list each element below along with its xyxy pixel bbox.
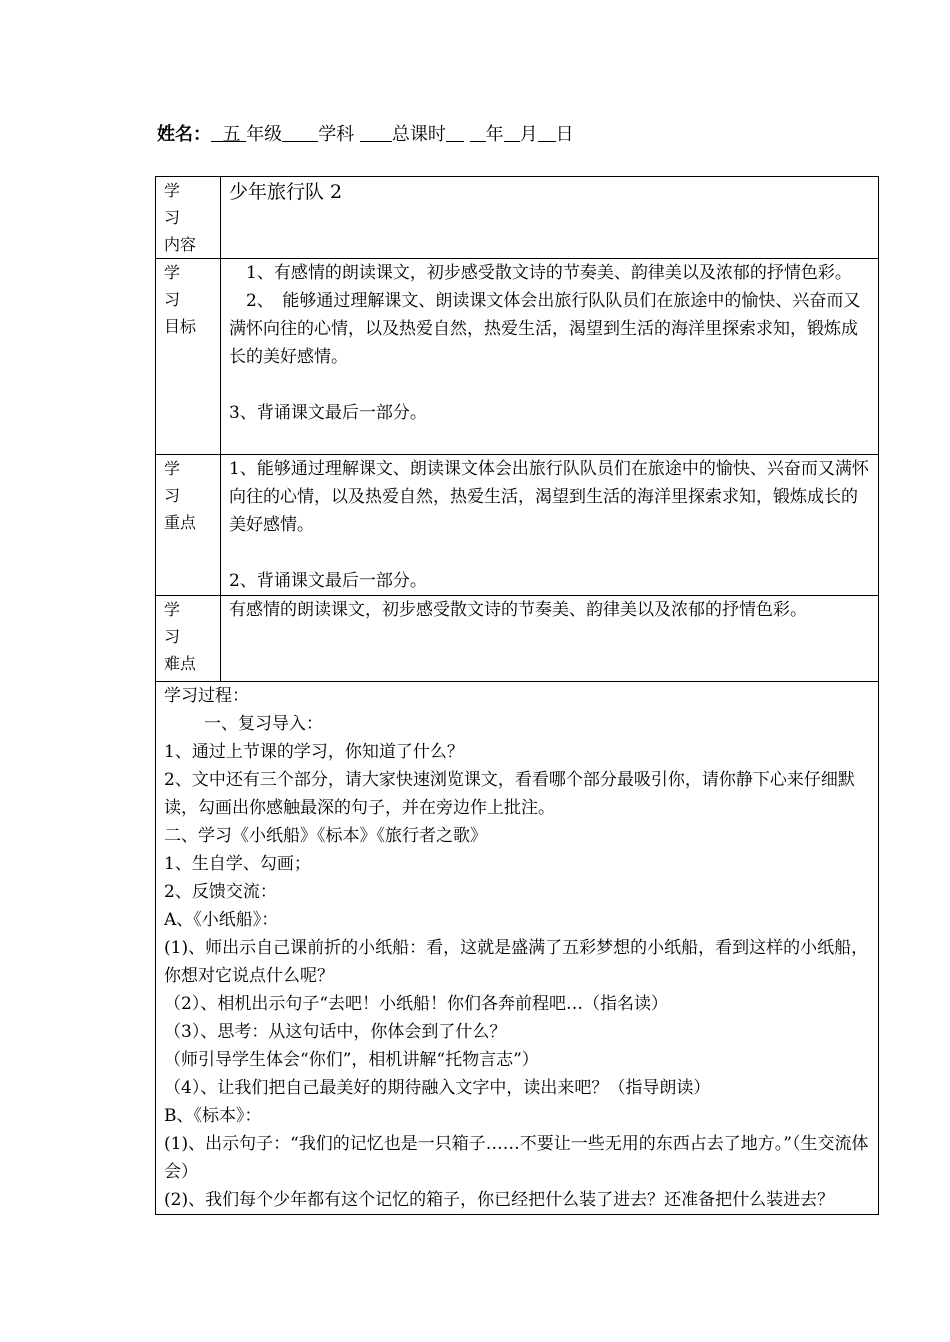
grade-label: 年级 bbox=[246, 124, 283, 145]
hours-label: 总课时 bbox=[391, 124, 446, 145]
goal-item-3: 3、背诵课文最后一部分。 bbox=[229, 403, 427, 423]
process-line: （3）、思考：从这句话中，你体会到了什么？ bbox=[164, 1022, 507, 1042]
process-line: 2、文中还有三个部分，请大家快速浏览课文，看看哪个部分最吸引你，请你静下心来仔细默读，勾画出你感触最深的句子，并在旁边作上批注。 bbox=[164, 770, 855, 818]
process-line: （2）、相机出示句子“去吧！小纸船！你们各奔前程吧…（指名读） bbox=[164, 994, 669, 1014]
label-focus: 学 习 重点 bbox=[156, 455, 221, 596]
row-difficulty bbox=[156, 596, 879, 682]
process-line: (1)、出示句子：“我们的记忆也是一只箱子……不要让一些无用的东西占去了地方。”（生交流体会） bbox=[164, 1134, 869, 1182]
process-line: A、《小纸船》： bbox=[164, 910, 279, 930]
hours-blank[interactable] bbox=[360, 123, 392, 142]
row-goal bbox=[156, 259, 879, 455]
process-line: （师引导学生体会“你们”，相机讲解“托物言志”） bbox=[164, 1050, 539, 1070]
label-content: 学 习 内容 bbox=[156, 177, 221, 259]
lesson-title: 少年旅行队 2 bbox=[221, 177, 879, 259]
row-process bbox=[156, 682, 879, 1215]
process-text bbox=[156, 682, 879, 1215]
day-label: 日 bbox=[555, 124, 574, 145]
difficulty-text: 有感情的朗读课文，初步感受散文诗的节奏美、韵律美以及浓郁的抒情色彩。 bbox=[221, 596, 879, 682]
process-line: (1)、师出示自己课前折的小纸船：看，这就是盛满了五彩梦想的小纸船，看到这样的小纸船，你想对它说点什么呢？ bbox=[164, 938, 869, 986]
month-blank[interactable] bbox=[504, 123, 520, 142]
goal-text bbox=[221, 259, 879, 455]
header-line bbox=[157, 122, 574, 148]
process-line: 2、反馈交流： bbox=[164, 882, 277, 902]
process-line: (2)、我们每个少年都有这个记忆的箱子，你已经把什么装了进去？还准备把什么装进去？ bbox=[164, 1190, 835, 1210]
process-line: 1、通过上节课的学习，你知道了什么？ bbox=[164, 742, 464, 762]
grade-value: 五 bbox=[222, 124, 241, 145]
year-blank-1[interactable] bbox=[446, 123, 464, 142]
focus-item-1: 1、能够通过理解课文、朗读课文体会出旅行队队员们在旅途中的愉快、兴奋而又满怀向往的心情，以及热爱自然，热爱生活，渴望到生活的海洋里探索求知，锻炼成长的美好感情。 bbox=[229, 459, 869, 535]
year-blank-2[interactable] bbox=[470, 123, 486, 142]
goal-item-1: 1、有感情的朗读课文，初步感受散文诗的节奏美、韵律美以及浓郁的抒情色彩。 bbox=[229, 263, 852, 283]
process-title: 学习过程： bbox=[164, 686, 249, 706]
row-focus bbox=[156, 455, 879, 596]
process-line: 1、生自学、勾画； bbox=[164, 854, 311, 874]
month-label: 月 bbox=[519, 124, 538, 145]
process-line: （4）、让我们把自己最美好的期待融入文字中，读出来吧？（指导朗读） bbox=[164, 1078, 711, 1098]
focus-text bbox=[221, 455, 879, 596]
day-blank[interactable] bbox=[538, 123, 556, 142]
process-line: B、《标本》： bbox=[164, 1106, 262, 1126]
label-goal: 学 习 目标 bbox=[156, 259, 221, 455]
focus-item-2: 2、背诵课文最后一部分。 bbox=[229, 571, 427, 591]
subject-blank[interactable] bbox=[282, 123, 318, 142]
year-label: 年 bbox=[485, 124, 504, 145]
subject-label: 学科 bbox=[318, 124, 355, 145]
process-line: 二、学习《小纸船》《标本》《旅行者之歌》 bbox=[164, 826, 487, 846]
name-label: 姓名： bbox=[157, 124, 211, 145]
label-difficulty: 学 习 难点 bbox=[156, 596, 221, 682]
row-content bbox=[156, 177, 879, 259]
process-line: 一、复习导入： bbox=[204, 714, 323, 734]
lesson-plan-table bbox=[155, 176, 879, 1215]
goal-item-2: 2、 能够通过理解课文、朗读课文体会出旅行队队员们在旅途中的愉快、兴奋而又满怀向往的心情，以及热爱自然，热爱生活，渴望到生活的海洋里探索求知，锻炼成长的美好感情。 bbox=[229, 291, 861, 367]
